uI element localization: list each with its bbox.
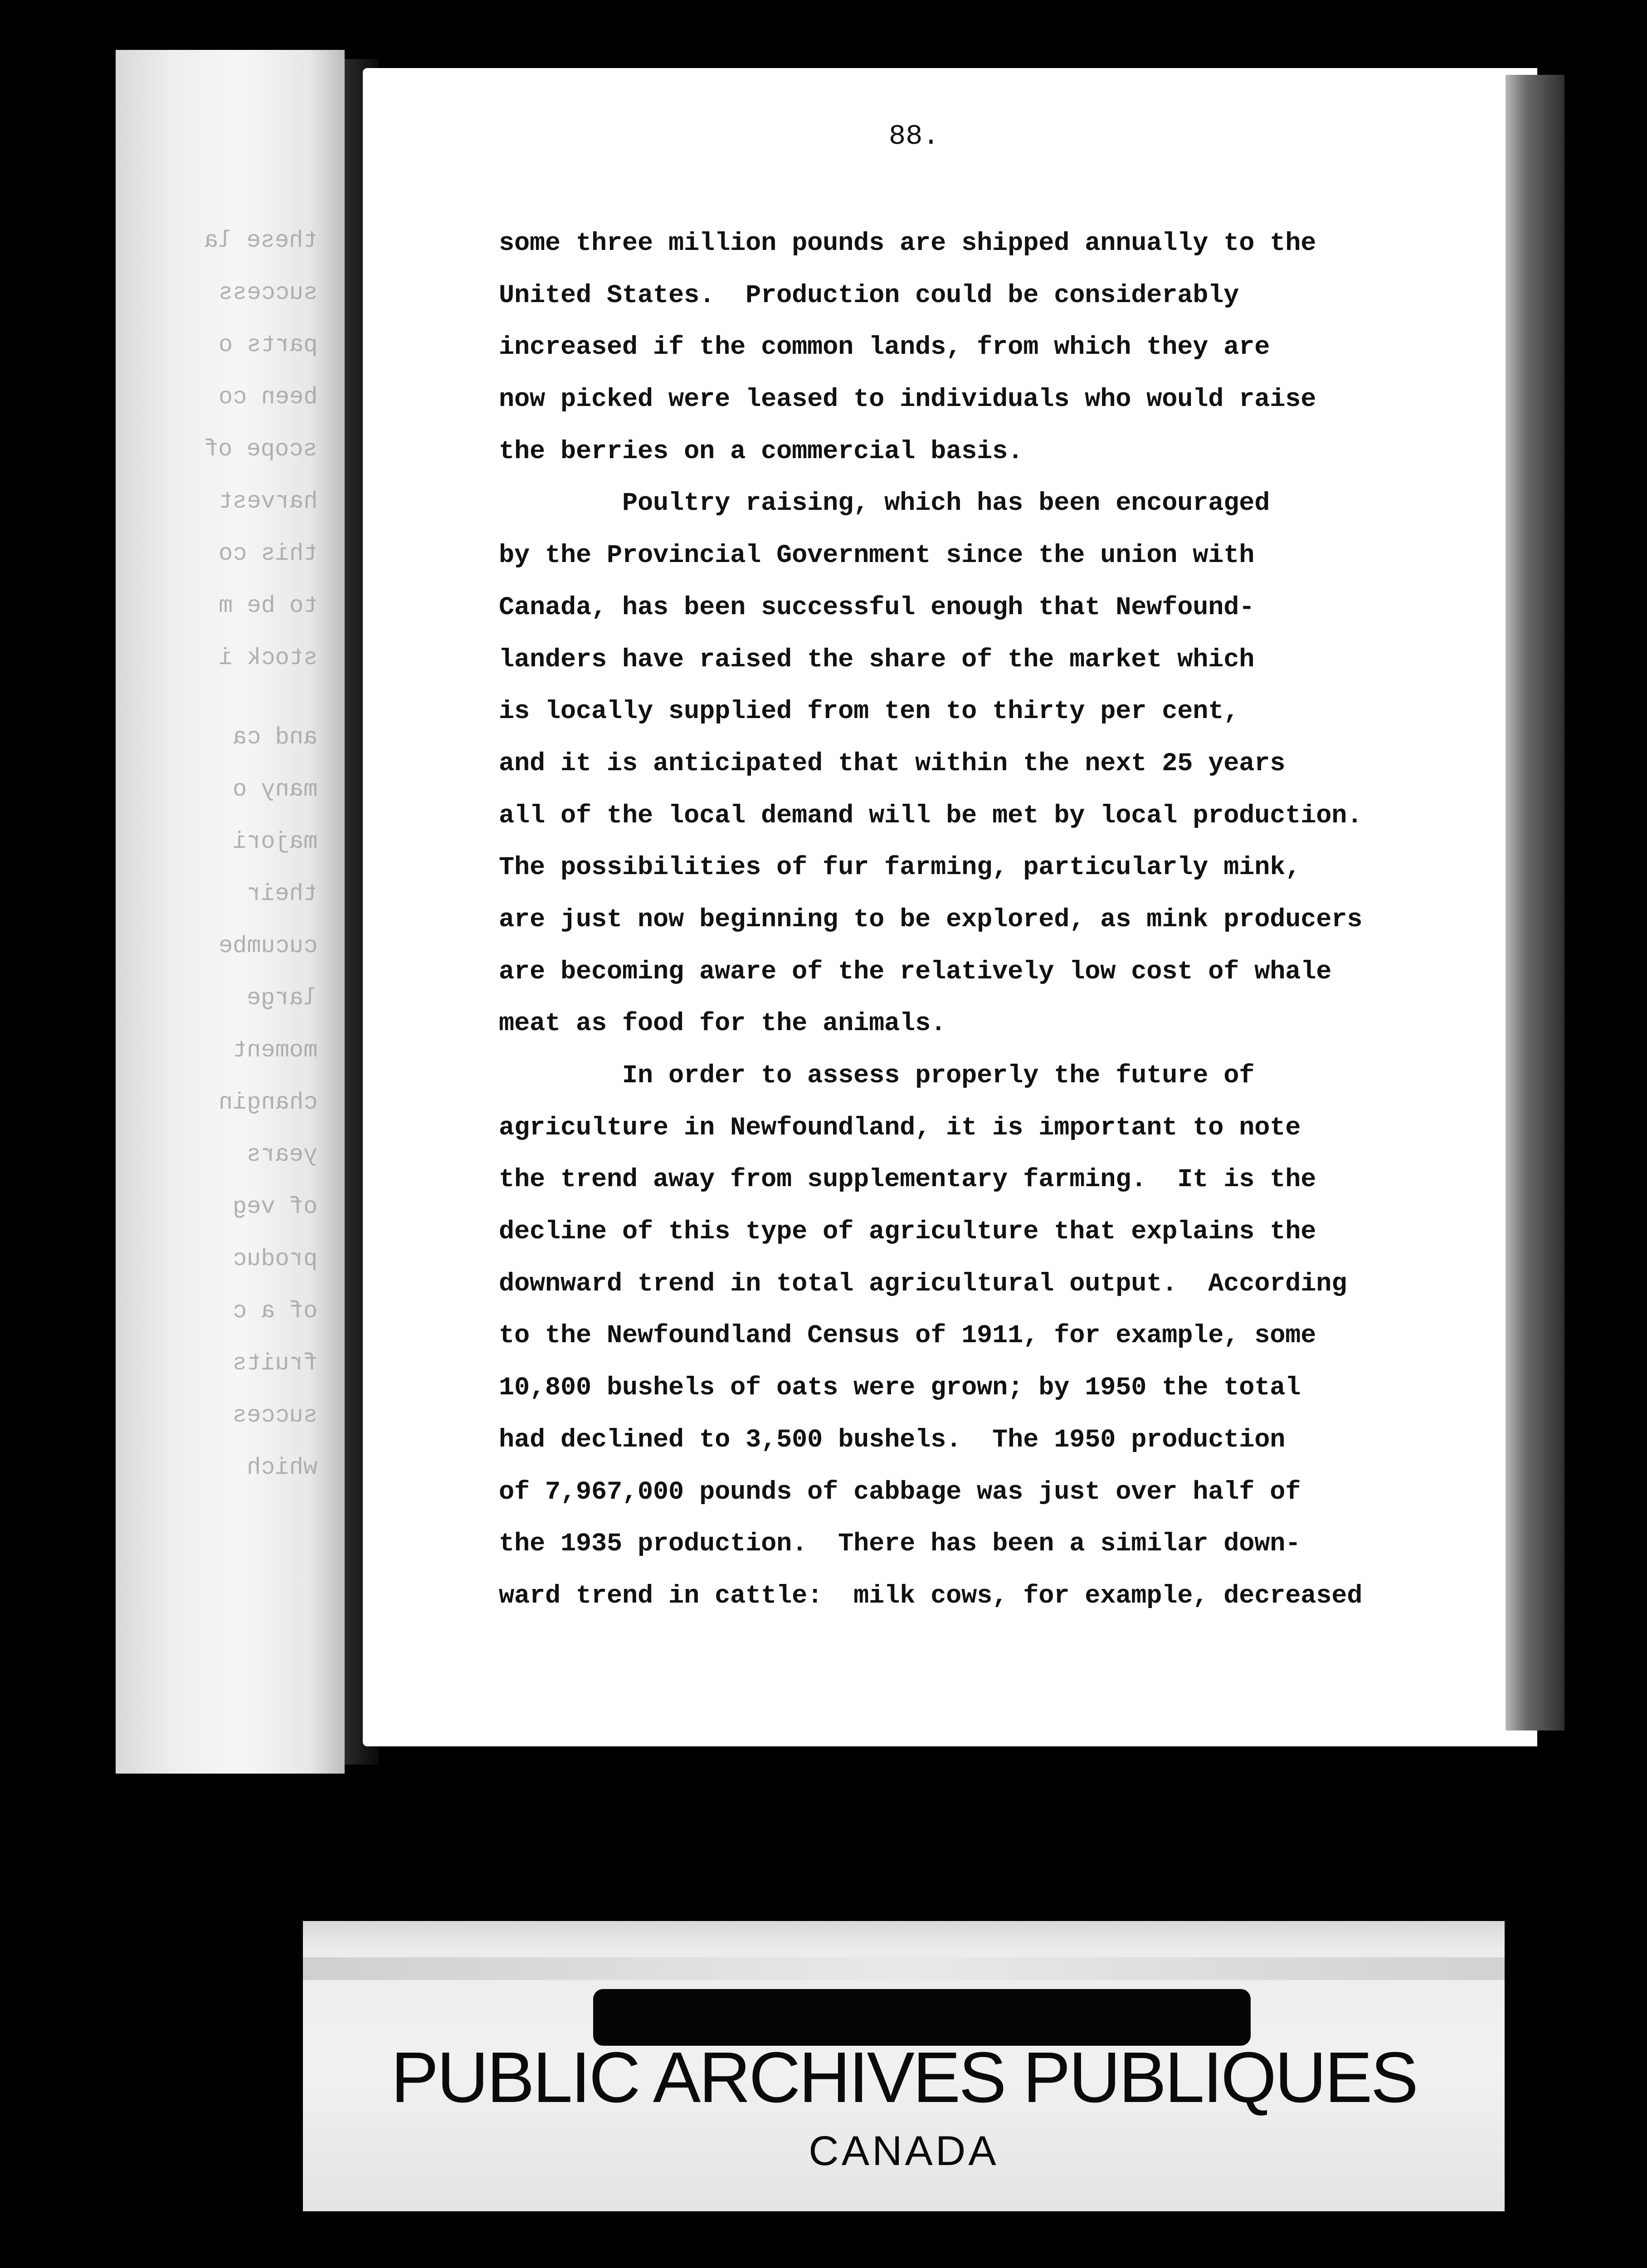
- text-line: the trend away from supplementary farming. It is the: [499, 1165, 1316, 1195]
- bleed-line: and ca: [232, 724, 317, 751]
- text-line: Poultry raising, which has been encouraged: [499, 489, 1270, 518]
- bleed-line: these la: [204, 227, 317, 254]
- text-line: to the Newfoundland Census of 1911, for example, some: [499, 1321, 1316, 1351]
- text-line: In order to assess properly the future of: [499, 1061, 1255, 1090]
- bleed-line: changin: [218, 1089, 317, 1116]
- stamp-subtitle: CANADA: [809, 2128, 999, 2174]
- bleed-line: this co: [218, 540, 317, 567]
- stamp-title: PUBLIC ARCHIVES PUBLIQUES: [391, 2038, 1417, 2117]
- text-line: agriculture in Newfoundland, it is important to note: [499, 1113, 1301, 1143]
- page-number: 88.: [889, 120, 940, 152]
- text-line: landers have raised the share of the market which: [499, 645, 1255, 675]
- text-line: The possibilities of fur farming, particularly mink,: [499, 853, 1301, 883]
- text-line: 10,800 bushels of oats were grown; by 1950 the total: [499, 1374, 1301, 1403]
- text-line: of 7,967,000 pounds of cabbage was just over half of: [499, 1477, 1301, 1507]
- page-edge-shadow: [1506, 75, 1564, 1730]
- bleed-line: scope of: [204, 436, 317, 463]
- bleed-line: succes: [232, 1402, 317, 1429]
- bleed-line: stock i: [218, 645, 317, 671]
- text-line: are becoming aware of the relatively low cost of whale: [499, 957, 1332, 987]
- bleed-line: of veg: [232, 1193, 317, 1220]
- bleed-line: fruits: [232, 1350, 317, 1377]
- bleed-line: produc: [232, 1246, 317, 1272]
- text-line: Canada, has been successful enough that Newfound-: [499, 593, 1255, 622]
- bleed-line: majori: [232, 828, 317, 855]
- text-line: all of the local demand will be met by local production.: [499, 801, 1363, 831]
- text-line: the berries on a commercial basis.: [499, 437, 1023, 466]
- bleed-line: their: [246, 880, 317, 907]
- previous-page: [116, 50, 345, 1774]
- bleed-line: years: [246, 1141, 317, 1168]
- text-line: are just now beginning to be explored, as mink producers: [499, 905, 1363, 934]
- bleed-line: success: [218, 279, 317, 306]
- text-line: had declined to 3,500 bushels. The 1950 production: [499, 1425, 1286, 1455]
- bleed-line: large: [246, 985, 317, 1012]
- bleed-line: been co: [218, 384, 317, 411]
- text-line: and it is anticipated that within the next 25 years: [499, 749, 1286, 778]
- page-body-text: [499, 218, 1406, 1623]
- bleed-line: moment: [232, 1037, 317, 1064]
- text-line: ward trend in cattle: milk cows, for example, decreased: [499, 1581, 1363, 1611]
- bleed-line: harvest: [218, 488, 317, 515]
- text-line: United States. Production could be considerably: [499, 281, 1239, 310]
- archive-stamp: [303, 1921, 1505, 2211]
- bleed-line: many o: [232, 776, 317, 803]
- bleed-line: of a c: [232, 1298, 317, 1325]
- text-line: some three million pounds are shipped annually to the: [499, 229, 1316, 258]
- bleed-line: parts o: [218, 332, 317, 358]
- text-line: now picked were leased to individuals who would raise: [499, 385, 1316, 415]
- text-line: meat as food for the animals.: [499, 1009, 946, 1039]
- bleed-line: which: [246, 1454, 317, 1481]
- text-line: decline of this type of agriculture that explains the: [499, 1217, 1316, 1247]
- bleed-line: to be m: [218, 592, 317, 619]
- text-line: increased if the common lands, from which they are: [499, 333, 1270, 362]
- bleed-line: cucumbe: [218, 933, 317, 959]
- text-line: downward trend in total agricultural output. According: [499, 1269, 1347, 1299]
- text-line: the 1935 production. There has been a similar down-: [499, 1530, 1301, 1559]
- stamp-band: [303, 1957, 1505, 1980]
- text-line: is locally supplied from ten to thirty per cent,: [499, 697, 1239, 727]
- text-line: by the Provincial Government since the union with: [499, 541, 1255, 571]
